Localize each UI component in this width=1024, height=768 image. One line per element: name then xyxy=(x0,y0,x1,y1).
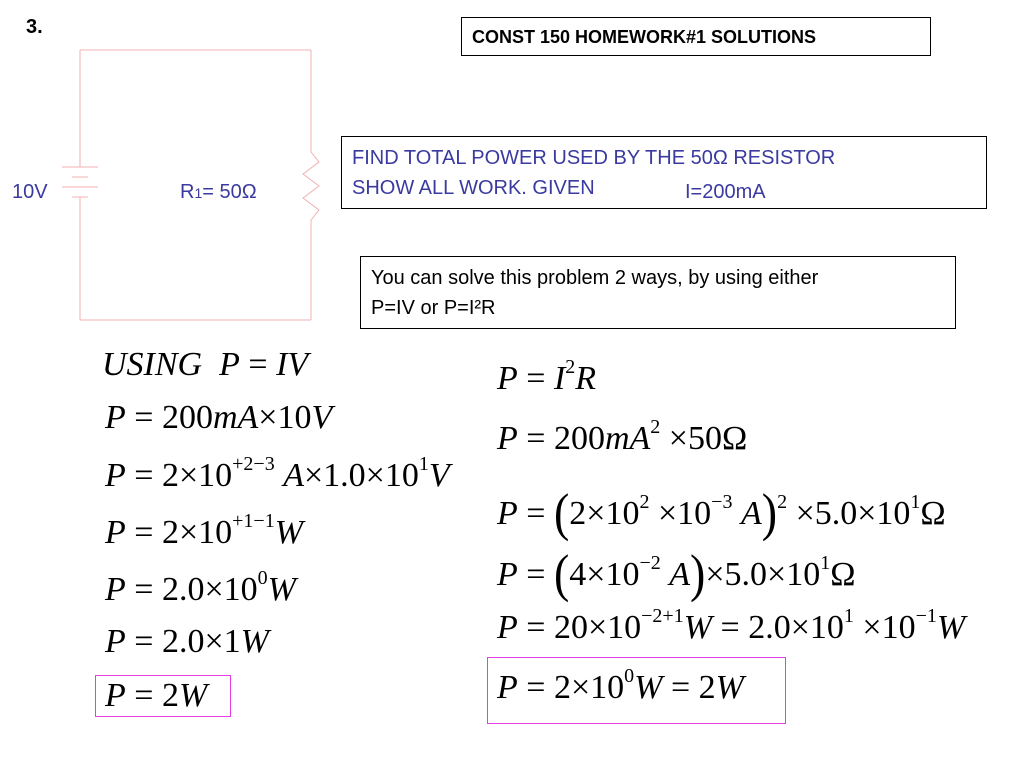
resistor-label-sub: 1 xyxy=(194,185,203,201)
method-iv-step-3: $P = 2\times 10^{+1-1}W$ xyxy=(105,509,304,551)
resistor-label-prefix: R xyxy=(180,181,195,203)
given-current: I=200mA xyxy=(685,181,766,203)
resistor-label-value: = 50Ω xyxy=(202,181,257,203)
problem-number: 3. xyxy=(26,16,43,38)
task-line-2: SHOW ALL WORK. GIVEN xyxy=(352,177,595,199)
method-i2r-step-1: $P = I^2R$ xyxy=(497,355,597,397)
method-iv-step-4: $P = 2.0\times 10^0W$ xyxy=(105,566,296,608)
method-i2r-step-3: $P = (2\times 10^2 \times 10^{-3}$ $A)^2 \times 5.0\times 10^1\Omega$ xyxy=(497,483,946,542)
method-i2r-step-2: $P = 200mA^2 \times 50\Omega$ xyxy=(497,415,748,457)
method-iv-heading: USING P = IV xyxy=(102,346,309,383)
method-iv-step-5: P = 2.0×1W xyxy=(105,623,269,660)
task-box xyxy=(341,136,987,209)
hint-line-1: You can solve this problem 2 ways, by using either xyxy=(371,267,819,289)
header-title-box xyxy=(461,17,931,56)
hint-box xyxy=(360,256,956,329)
method-i2r-step-5: $P = 20\times 10^{-2+1}W = 2.0\times 10^1 \times 10^{-1}W$ xyxy=(497,604,966,646)
method-iv-step-2: $P = 2\times 10^{+2-3}$ $A\times 1.0\times 10^1V$ xyxy=(105,452,450,494)
method-iv-step-1: P = 200mA×10V xyxy=(105,399,333,436)
resistor-symbol xyxy=(303,152,319,220)
circuit-diagram xyxy=(0,40,340,330)
hint-line-2: P=IV or P=I²R xyxy=(371,297,496,319)
task-line-1: FIND TOTAL POWER USED BY THE 50Ω RESISTOR xyxy=(352,147,836,169)
method-i2r-answer: $P = 2\times 10^0W = 2W$ xyxy=(497,664,744,706)
voltage-label: 10V xyxy=(12,181,48,203)
resistor-label xyxy=(180,181,257,204)
method-i2r-step-4: $P = (4\times 10^{-2}$ $A)\times 5.0\times 10^1\Omega$ xyxy=(497,544,856,603)
header-title: CONST 150 HOMEWORK#1 SOLUTIONS xyxy=(472,27,817,47)
method-iv-answer: P = 2W xyxy=(105,677,208,714)
